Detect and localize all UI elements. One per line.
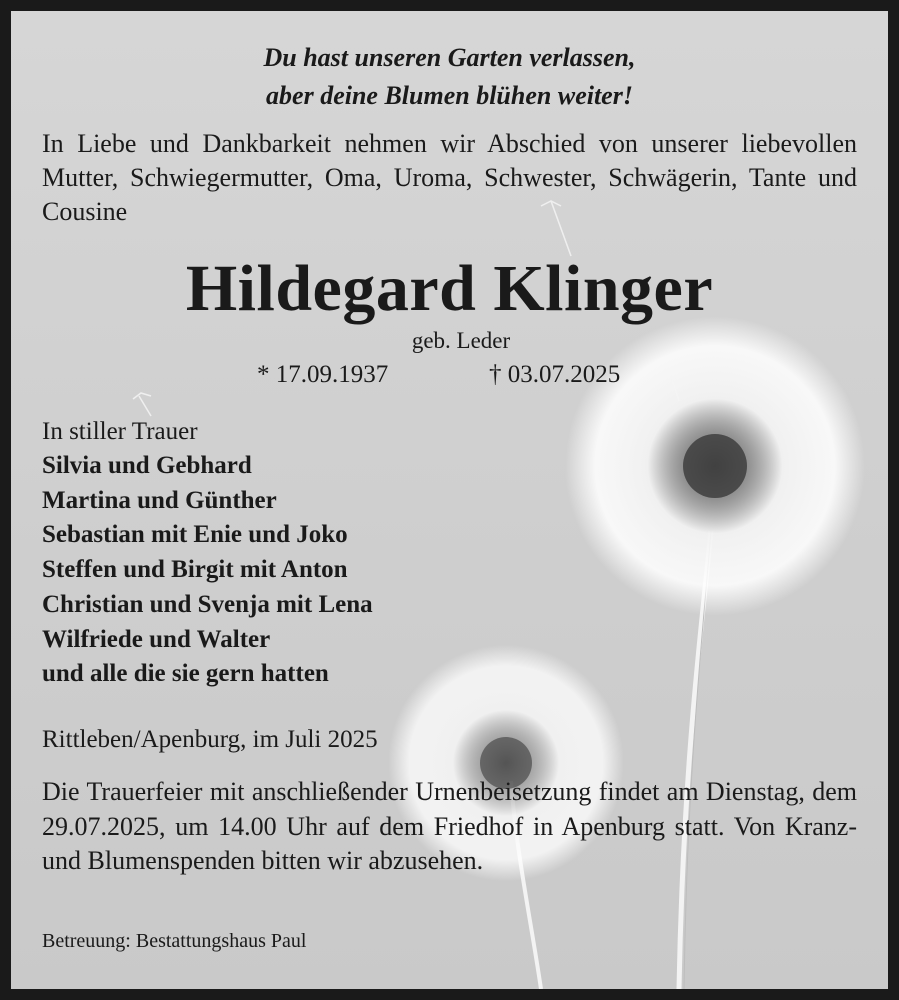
mourner-entry: Christian und Svenja mit Lena [42,590,373,618]
intro-text: In Liebe und Dankbarkeit nehmen wir Abschied von unserer liebevollen Mutter, Schwiegermutter, Oma, Uroma, Schwester, Schwägerin, Tante und Cousine [42,129,857,226]
mourner-entry: Steffen und Birgit mit Anton [42,556,348,584]
mourner-entry: Wilfriede und Walter [42,625,271,653]
undertaker-credit: Betreuung: Bestattungshaus Paul [42,930,307,952]
motto-line-2: aber deine Blumen blühen weiter! [266,81,633,110]
mourner-entry: Martina und Günther [42,486,277,514]
mourner-entry: Sebastian mit Enie und Joko [42,521,348,549]
motto-line-1: Du hast unseren Garten verlassen, [263,43,636,72]
mourners-list [42,449,373,692]
place-and-date: Rittleben/Apenburg, im Juli 2025 [42,726,378,753]
birth-date: * 17.09.1937 [257,361,389,388]
death-date: † 03.07.2025 [489,361,621,388]
deceased-name: Hildegard Klinger [185,252,714,325]
mourner-entry: Silvia und Gebhard [42,452,252,479]
mourner-entry: und alle die sie gern hatten [42,660,329,688]
mourning-heading: In stiller Trauer [42,418,198,445]
ceremony-notice: Die Trauerfeier mit anschließender Urnenbeisetzung findet am Dienstag, dem 29.07.2025, um 14.00 Uhr auf dem Friedhof in Apenburg statt. Von Kranz- und Blumenspenden bitten wir abzusehen. [42,777,857,875]
maiden-name: geb. Leder [411,328,511,353]
motto [11,39,888,115]
